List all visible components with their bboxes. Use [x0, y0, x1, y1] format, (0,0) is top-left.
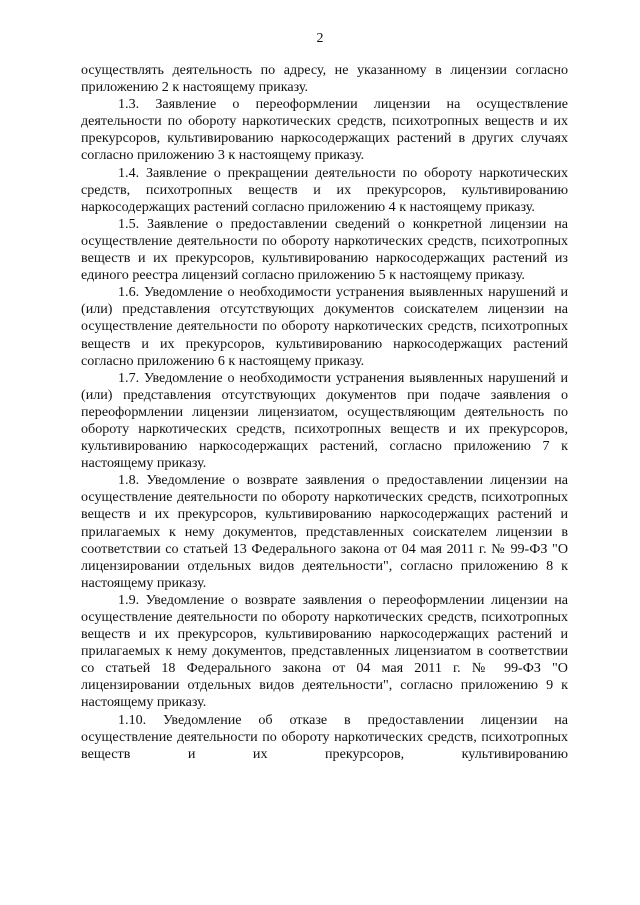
paragraph-1-7: 1.7. Уведомление о необходимости устранения выявленных нарушений и (или) представления отсутствующих документов при подаче заявления о переоформлении лицензии лицензиатом, осуществляющим деятельность по обороту наркотических средств, психотропных веществ и их прекурсоров, культивированию наркосодержащих растений, согласно приложению 7 к настоящему приказу.	[81, 369, 568, 472]
page-number: 2	[316, 31, 324, 46]
paragraph-1-8: 1.8. Уведомление о возврате заявления о предоставлении лицензии на осуществление деятельности по обороту наркотических средств, психотропных веществ и их прекурсоров, культивированию наркосодержащих растений и прилагаемых к нему документов, представленных соискателем лицензии в соответствии со статьей 13 Федерального закона от 04 мая 2011 г. № 99-ФЗ "О лицензировании отдельных видов деятельности", согласно приложению 8 к настоящему приказу.	[81, 472, 568, 591]
document-body	[81, 62, 568, 763]
paragraph-1-4: 1.4. Заявление о прекращении деятельности по обороту наркотических средств, психотропных веществ и их прекурсоров, культивированию наркосодержащих растений согласно приложению 4 к настоящему приказу.	[81, 164, 568, 215]
paragraph-1-5: 1.5. Заявление о предоставлении сведений о конкретной лицензии на осуществление деятельности по обороту наркотических средств, психотропных веществ и их прекурсоров, культивированию наркосодержащих растений из единого реестра лицензий согласно приложению 5 к настоящему приказу.	[81, 215, 568, 284]
paragraph-1-9: 1.9. Уведомление о возврате заявления о переоформлении лицензии на осуществление деятельности по обороту наркотических средств, психотропных веществ и их прекурсоров, культивированию наркосодержащих растений и прилагаемых к нему документов, представленных лицензиатом в соответствии со статьей 18 Федерального закона от 04 мая 2011 г. № 99-ФЗ "О лицензировании отдельных видов деятельности", согласно приложению 9 к настоящему приказу.	[81, 591, 568, 711]
paragraph-1-10: 1.10. Уведомление об отказе в предоставлении лицензии на осуществление деятельности по обороту наркотических средств, психотропных веществ и их прекурсоров, культивированию	[81, 711, 568, 762]
paragraph-1-6: 1.6. Уведомление о необходимости устранения выявленных нарушений и (или) представления отсутствующих документов соискателем лицензии на осуществление деятельности по обороту наркотических средств, психотропных веществ и их прекурсоров, культивированию наркосодержащих растений согласно приложению 6 к настоящему приказу.	[81, 284, 568, 369]
paragraph-continuation: осуществлять деятельность по адресу, не указанному в лицензии согласно приложению 2 к настоящему приказу.	[81, 62, 568, 96]
paragraph-1-3: 1.3. Заявление о переоформлении лицензии на осуществление деятельности по обороту наркотических средств, психотропных веществ и их прекурсоров, культивированию наркосодержащих растений в других случаях согласно приложению 3 к настоящему приказу.	[81, 96, 568, 164]
